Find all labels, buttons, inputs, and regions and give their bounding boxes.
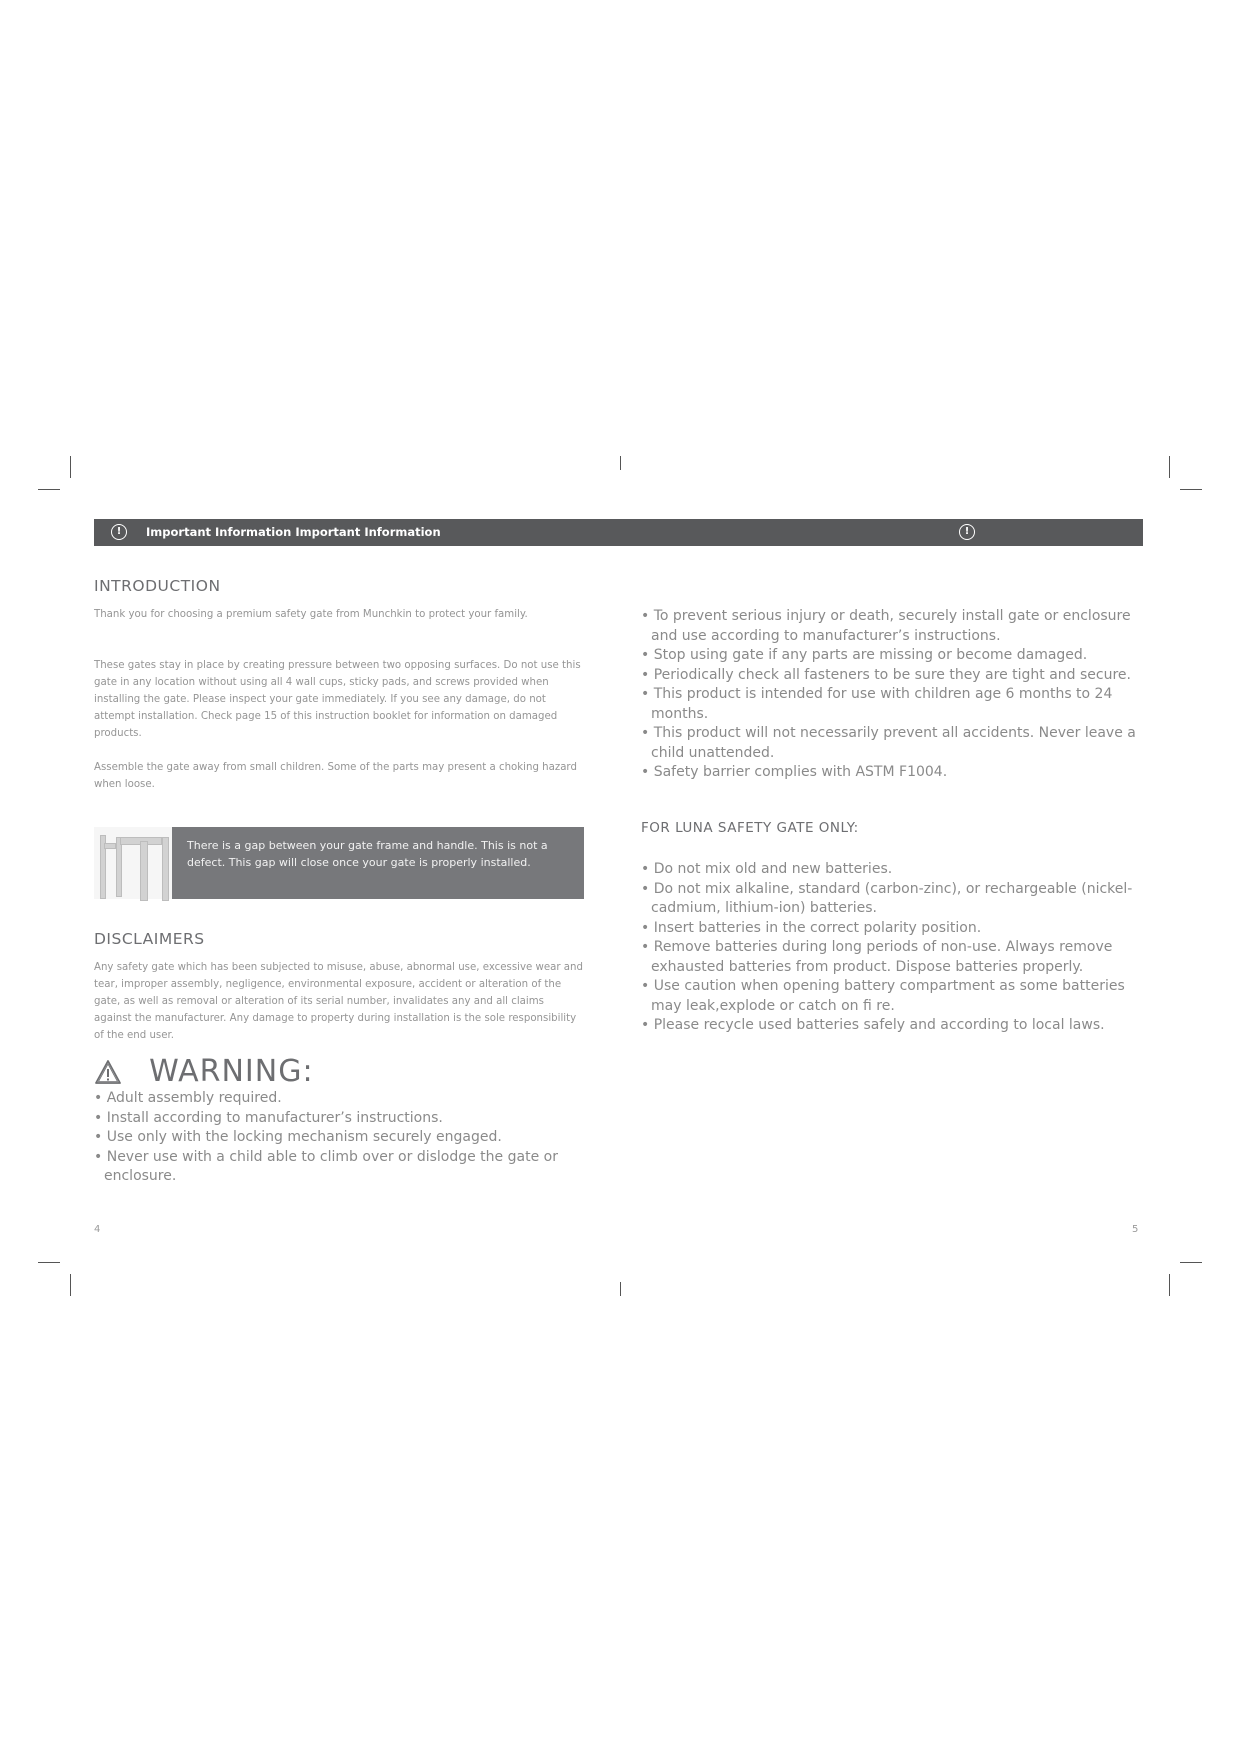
crop-mark [70,1274,71,1296]
disclaimers-heading: DISCLAIMERS [94,930,205,948]
list-item: • Use caution when opening battery compartment as some batteries may leak,explode or catch on fi re. [641,977,1141,1016]
list-item: • Install according to manufacturer’s instructions. [94,1109,594,1129]
crop-mark [1180,1262,1202,1263]
introduction-heading: INTRODUCTION [94,577,221,595]
header-bar [94,519,1143,546]
list-item: • Insert batteries in the correct polarity position. [641,919,1141,939]
crop-mark [1169,456,1170,478]
warning-list [94,1089,594,1187]
list-item: • Do not mix alkaline, standard (carbon-zinc), or rechargeable (nickel-cadmium, lithium-ion) batteries. [641,880,1141,919]
crop-mark [38,1262,60,1263]
list-item: • Periodically check all fasteners to be sure they are tight and secure. [641,666,1141,686]
list-item: • Do not mix old and new batteries. [641,860,1141,880]
crop-mark [620,456,621,470]
crop-mark [70,456,71,478]
page-number-right: 5 [1132,1224,1139,1235]
luna-list [641,860,1141,1036]
exclamation-circle-icon: ! [959,524,975,540]
list-item: • This product will not necessarily prevent all accidents. Never leave a child unattended. [641,724,1141,763]
list-item: • This product is intended for use with children age 6 months to 24 months. [641,685,1141,724]
crop-mark [1180,489,1202,490]
luna-heading: FOR LUNA SAFETY GATE ONLY: [641,820,859,836]
page-number-left: 4 [94,1224,101,1235]
header-title: Important Information Important Information [146,525,441,539]
warning-title [94,1054,314,1090]
gap-note [94,827,584,899]
crop-mark [1169,1274,1170,1296]
gap-note-text: There is a gap between your gate frame and handle. This is not a defect. This gap will close once your gate is properly installed. [187,839,548,869]
warning-triangle-icon [94,1059,122,1085]
warning-heading: WARNING: [149,1054,314,1089]
list-item: • Please recycle used batteries safely and according to local laws. [641,1016,1141,1036]
list-item: • Safety barrier complies with ASTM F1004. [641,763,1141,783]
gate-handle-image [94,827,172,899]
introduction-paragraph: These gates stay in place by creating pressure between two opposing surfaces. Do not use this gate in any location without using all 4 wall cups, sticky pads, and screws provided when installing the gate. Please inspect your gate immediately. If you see any damage, do not attempt installation. Check page 15 of this instruction booklet for information on damaged products. [94,660,581,739]
list-item: • Never use with a child able to climb over or dislodge the gate or enclosure. [94,1148,594,1187]
introduction-paragraph: Thank you for choosing a premium safety gate from Munchkin to protect your family. [94,609,528,620]
list-item: • Use only with the locking mechanism securely engaged. [94,1128,594,1148]
gap-callout [172,827,584,899]
safety-list [641,607,1141,783]
list-item: • Remove batteries during long periods of non-use. Always remove exhausted batteries from product. Dispose batteries properly. [641,938,1141,977]
crop-mark [38,489,60,490]
list-item: • To prevent serious injury or death, securely install gate or enclosure and use according to manufacturer’s instructions. [641,607,1141,646]
list-item: • Adult assembly required. [94,1089,594,1109]
disclaimers-text: Any safety gate which has been subjected to misuse, abuse, abnormal use, excessive wear and tear, improper assembly, negligence, environmental exposure, accident or alteration of the gate, as well as removal or alteration of its serial number, invalidates any and all claims against the manufacturer. Any damage to property during installation is the sole responsibility of the end user. [94,962,583,1041]
list-item: • Stop using gate if any parts are missing or become damaged. [641,646,1141,666]
crop-mark [620,1282,621,1296]
introduction-paragraph: Assemble the gate away from small children. Some of the parts may present a choking hazard when loose. [94,762,577,790]
exclamation-circle-icon: ! [111,524,127,540]
